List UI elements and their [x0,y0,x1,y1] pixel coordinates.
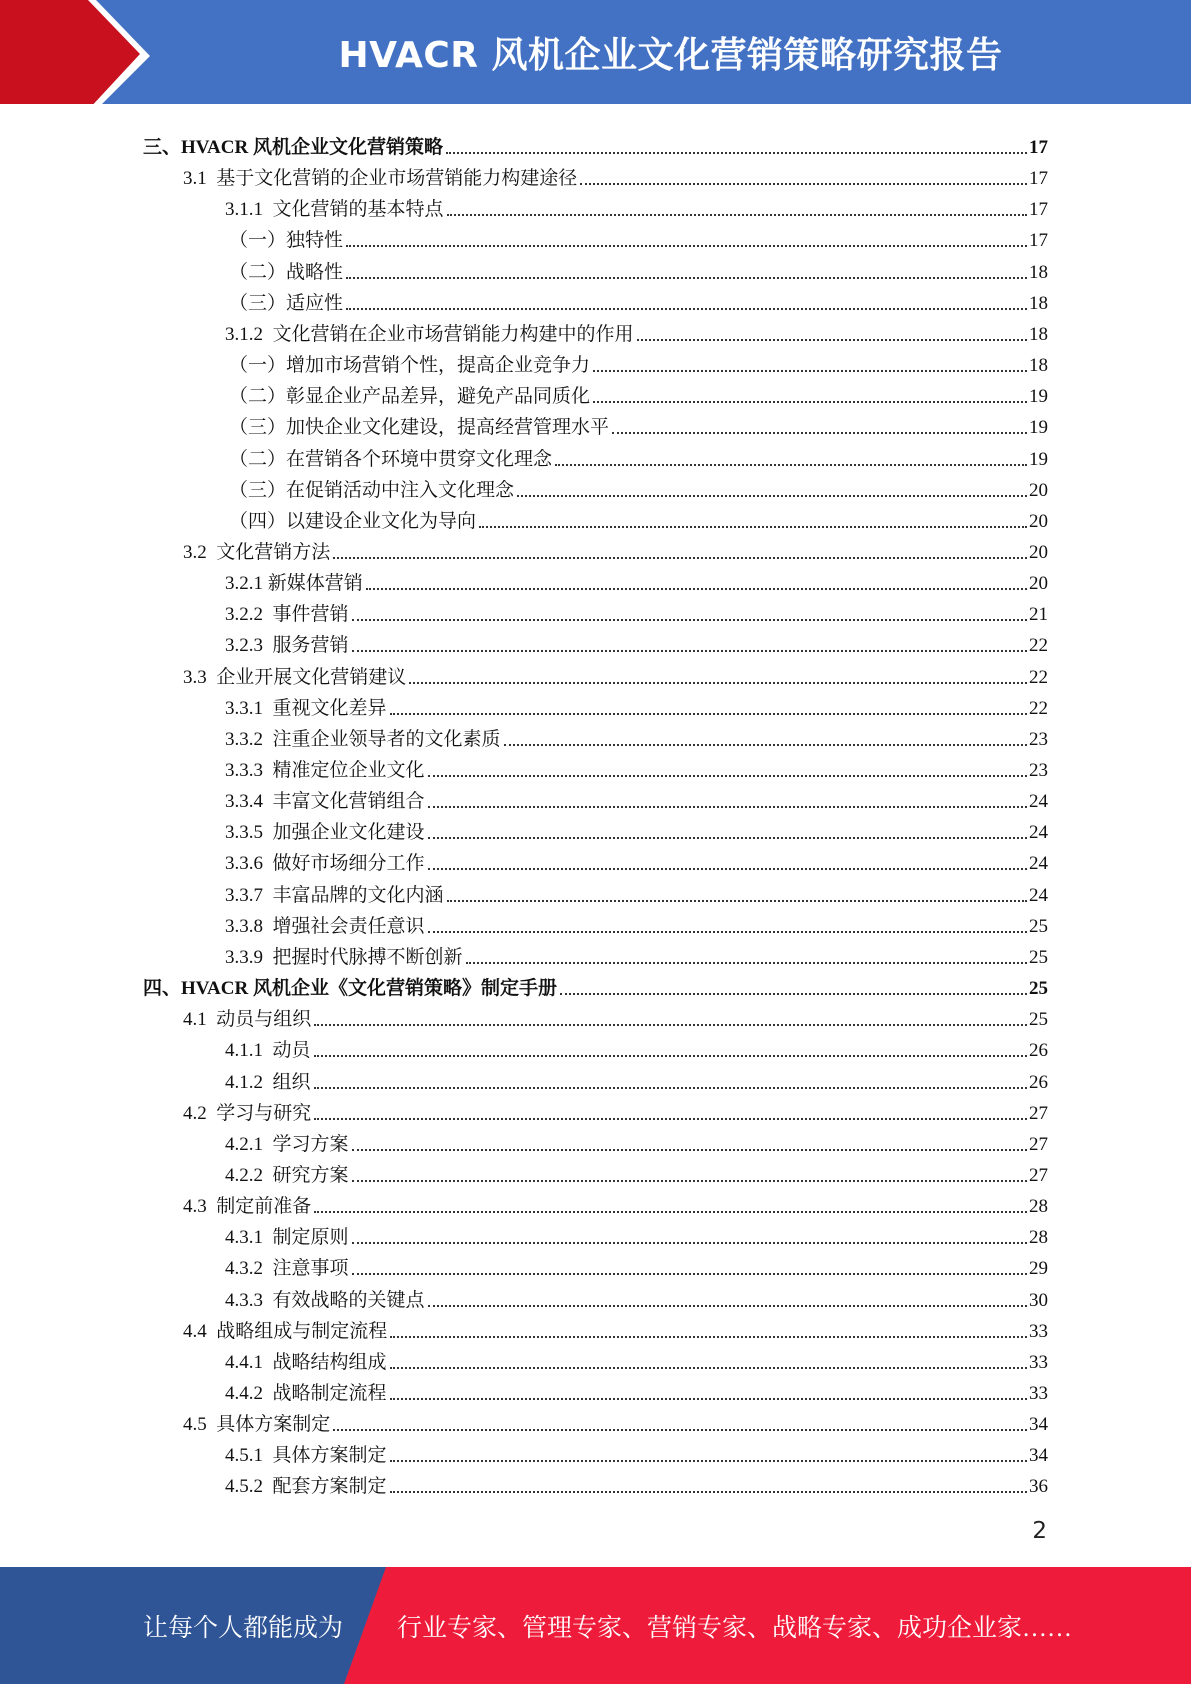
toc-entry-page: 29 [1029,1258,1048,1280]
toc-entry[interactable] [229,346,1048,377]
toc-entry-page: 18 [1029,355,1048,377]
toc-entry-page: 24 [1029,791,1048,813]
toc-entry-page: 23 [1029,760,1048,781]
toc-entry-page: 24 [1029,884,1048,906]
toc-entry-label: 3.1.1 文化营销的基本特点 [225,199,444,221]
toc-entry-page: 25 [1029,915,1048,937]
toc-entry-label: （三）在促销活动中注入文化理念 [229,479,515,501]
toc-entry[interactable] [229,377,1048,408]
toc-entry-label: （二）战略性 [229,261,344,283]
toc-entry[interactable] [183,1187,1048,1218]
toc-dot-leader [555,464,1027,466]
toc-dot-leader [314,1024,1027,1026]
toc-dot-leader [479,526,1027,528]
toc-entry[interactable] [225,1156,1048,1187]
toc-entry-page: 24 [1029,853,1048,875]
toc-dot-leader [390,713,1027,715]
toc-entry-label: （一）独特性 [229,230,344,252]
toc-entry-label: （二）彰显企业产品差异，避免产品同质化 [229,386,591,408]
toc-entry-label: 3.3 企业开展文化营销建议 [183,666,407,688]
toc-entry-label: 4.2 学习与研究 [183,1102,312,1124]
toc-entry-label: 4.2.2 研究方案 [225,1164,349,1186]
toc-entry[interactable] [225,315,1048,346]
toc-entry-page: 28 [1029,1196,1048,1218]
toc-entry-label: 3.3.6 做好市场细分工作 [225,853,425,875]
toc-entry-label: 3.2 文化营销方法 [183,541,331,563]
toc-entry-label: 3.3.3 精准定位企业文化 [225,760,425,781]
toc-dot-leader [346,277,1027,279]
toc-entry-page: 19 [1029,448,1048,470]
toc-entry-page: 22 [1029,697,1048,719]
toc-dot-leader [314,1055,1027,1057]
toc-entry[interactable] [183,1000,1048,1031]
toc-entry-label: 4.5 具体方案制定 [183,1414,331,1436]
toc-entry[interactable] [225,1467,1048,1498]
toc-entry[interactable] [225,1281,1048,1312]
toc-dot-leader [390,1491,1027,1493]
page-number: 2 [1032,1518,1047,1544]
toc-entry-page: 18 [1029,292,1048,314]
toc-entry[interactable] [225,876,1048,907]
toc-entry[interactable] [225,1218,1048,1249]
toc-entry[interactable] [183,533,1048,564]
toc-entry-page: 20 [1029,510,1048,532]
toc-entry-page: 27 [1029,1164,1048,1186]
toc-entry-label: 4.4.2 战略制定流程 [225,1383,387,1404]
toc-dot-leader [352,1180,1027,1182]
toc-entry[interactable] [225,844,1048,875]
toc-entry-page: 22 [1029,635,1048,657]
toc-entry-page: 27 [1029,1102,1048,1124]
toc-entry[interactable] [183,658,1048,689]
toc-entry[interactable] [183,1312,1048,1343]
toc-entry-label: 四、HVACR 风机企业《文化营销策略》制定手册 [143,978,557,1000]
toc-entry-label: 4.2.1 学习方案 [225,1133,349,1155]
toc-entry[interactable] [225,190,1048,221]
toc-entry-page: 18 [1029,261,1048,283]
toc-entry[interactable] [183,159,1048,190]
toc-entry[interactable] [183,1094,1048,1125]
toc-entry-page: 34 [1029,1414,1048,1436]
toc-entry-page: 17 [1029,168,1048,190]
toc-entry-page: 23 [1029,728,1048,750]
toc-entry[interactable] [229,253,1048,284]
toc-entry-label: 4.3.2 注意事项 [225,1258,349,1280]
toc-entry-label: 3.3.1 重视文化差异 [225,697,387,719]
toc-entry-label: （三）加快企业文化建设，提高经营管理水平 [229,417,610,439]
toc-entry-page: 26 [1029,1071,1048,1093]
toc-dot-leader [428,775,1027,777]
toc-dot-leader [580,183,1027,185]
toc-entry-page: 26 [1029,1040,1048,1062]
toc-dot-leader [409,682,1027,684]
toc-entry-label: 3.2.2 事件营销 [225,604,349,626]
toc-entry[interactable] [143,969,1048,1000]
toc-entry-page: 18 [1029,323,1048,345]
toc-entry-page: 20 [1029,541,1048,563]
toc-entry[interactable] [225,907,1048,938]
toc-entry-page: 25 [1029,978,1048,1000]
report-title: HVACR 风机企业文化营销策略研究报告 [338,34,1003,76]
toc-dot-leader [390,1460,1027,1462]
toc-entry[interactable] [225,720,1048,751]
toc-entry-page: 19 [1029,417,1048,439]
toc-entry-page: 27 [1029,1133,1048,1155]
toc-dot-leader [504,744,1027,746]
toc-entry-label: 3.3.7 丰富品牌的文化内涵 [225,884,444,906]
toc-entry[interactable] [229,471,1048,502]
header-band [0,0,1191,110]
toc-dot-leader [428,806,1027,808]
toc-entry-label: （四）以建设企业文化为导向 [229,510,477,532]
toc-entry-page: 33 [1029,1383,1048,1404]
toc-entry-label: 4.3.1 制定原则 [225,1227,349,1249]
toc-dot-leader [447,214,1027,216]
toc-entry-page: 33 [1029,1320,1048,1342]
toc-entry[interactable] [225,1125,1048,1156]
toc-dot-leader [428,868,1027,870]
toc-entry-label: 3.3.5 加强企业文化建设 [225,822,425,844]
toc-dot-leader [446,152,1027,154]
toc-entry-label: 4.1.2 组织 [225,1071,311,1093]
toc-dot-leader [346,245,1027,247]
toc-dot-leader [593,370,1027,372]
toc-dot-leader [352,1273,1027,1275]
toc-entry[interactable] [183,1405,1048,1436]
toc-entry-label: （二）在营销各个环境中贯穿文化理念 [229,448,553,470]
toc-entry-page: 21 [1029,604,1048,626]
toc-entry-label: 4.3 制定前准备 [183,1196,312,1218]
toc-entry-page: 19 [1029,386,1048,408]
toc-entry-label: 3.2.1 新媒体营销 [225,573,363,595]
toc-entry-label: 4.3.3 有效战略的关键点 [225,1289,425,1311]
toc-entry-page: 20 [1029,479,1048,501]
toc-entry[interactable] [225,689,1048,720]
toc-entry-label: 3.2.3 服务营销 [225,635,349,657]
toc-entry[interactable] [225,595,1048,626]
toc-entry[interactable] [225,564,1048,595]
toc-entry[interactable] [229,440,1048,471]
toc-dot-leader [428,837,1027,839]
toc-dot-leader [352,619,1027,621]
toc-entry-label: （一）增加市场营销个性，提高企业竞争力 [229,355,591,377]
toc-entry-page: 22 [1029,666,1048,688]
toc-entry[interactable] [229,502,1048,533]
toc-dot-leader [637,339,1027,341]
toc-entry-label: 3.3.4 丰富文化营销组合 [225,791,425,813]
toc-entry[interactable] [225,626,1048,657]
toc-dot-leader [428,1305,1027,1307]
toc-entry-label: 4.1 动员与组织 [183,1009,312,1031]
toc-entry-label: 4.4 战略组成与制定流程 [183,1320,388,1342]
toc-entry[interactable] [225,782,1048,813]
toc-entry-page: 24 [1029,822,1048,844]
toc-entry[interactable] [225,1374,1048,1405]
toc-entry[interactable] [225,1063,1048,1094]
toc-entry[interactable] [225,1343,1048,1374]
toc-entry-page: 36 [1029,1476,1048,1498]
toc-dot-leader [366,588,1027,590]
toc-entry-page: 20 [1029,573,1048,595]
toc-dot-leader [466,962,1027,964]
toc-entry[interactable] [225,751,1048,782]
toc-entry[interactable] [225,938,1048,969]
footer-slogan-right: 行业专家、管理专家、营销专家、战略专家、成功企业家…… [397,1614,1073,1642]
toc-entry-label: 4.4.1 战略结构组成 [225,1351,387,1373]
toc-dot-leader [352,650,1027,652]
toc-dot-leader [314,1118,1027,1120]
toc-dot-leader [390,1336,1027,1338]
toc-entry[interactable] [225,1436,1048,1467]
toc-dot-leader [346,308,1027,310]
toc-dot-leader [314,1211,1027,1213]
toc-entry-page: 28 [1029,1227,1048,1249]
toc-entry-page: 17 [1029,230,1048,252]
toc-dot-leader [428,931,1027,933]
toc-dot-leader [447,900,1027,902]
toc-dot-leader [390,1398,1027,1400]
toc-entry-label: 4.5.1 具体方案制定 [225,1445,387,1467]
toc-dot-leader [333,1429,1027,1431]
toc-entry-page: 17 [1029,199,1048,221]
toc-dot-leader [593,401,1027,403]
footer-slogan-left: 让每个人都能成为 [143,1614,344,1642]
toc-entry-page: 25 [1029,946,1048,968]
toc-entry-label: 3.3.9 把握时代脉搏不断创新 [225,946,463,968]
toc-entry[interactable] [143,128,1048,159]
toc-entry-label: 3.3.8 增强社会责任意识 [225,915,425,937]
toc-entry-page: 17 [1029,137,1048,158]
toc-entry-page: 34 [1029,1445,1048,1467]
toc-entry-page: 30 [1029,1289,1048,1311]
toc-dot-leader [517,495,1027,497]
toc-entry-label: 三、HVACR 风机企业文化营销策略 [143,137,443,158]
toc-dot-leader [352,1149,1027,1151]
toc-entry-label: （三）适应性 [229,292,344,314]
toc-dot-leader [333,557,1027,559]
toc-dot-leader [352,1242,1027,1244]
footer-band [0,1567,1191,1684]
toc-entry-label: 4.5.2 配套方案制定 [225,1476,387,1498]
toc-entry[interactable] [229,221,1048,252]
toc-entry[interactable] [229,284,1048,315]
toc-entry-label: 4.1.1 动员 [225,1040,311,1062]
toc-entry-page: 33 [1029,1351,1048,1373]
toc-dot-leader [612,432,1027,434]
toc-entry-label: 3.1 基于文化营销的企业市场营销能力构建途径 [183,168,578,190]
toc-entry-page: 25 [1029,1009,1048,1031]
toc-entry-label: 3.1.2 文化营销在企业市场营销能力构建中的作用 [225,323,634,345]
toc-dot-leader [314,1087,1027,1089]
toc-entry[interactable] [225,813,1048,844]
toc-entry-label: 3.3.2 注重企业领导者的文化素质 [225,728,501,750]
toc-dot-leader [390,1367,1027,1369]
toc-dot-leader [560,993,1027,995]
toc-entry[interactable] [225,1249,1048,1280]
toc-entry[interactable] [229,408,1048,439]
toc-entry[interactable] [225,1031,1048,1062]
